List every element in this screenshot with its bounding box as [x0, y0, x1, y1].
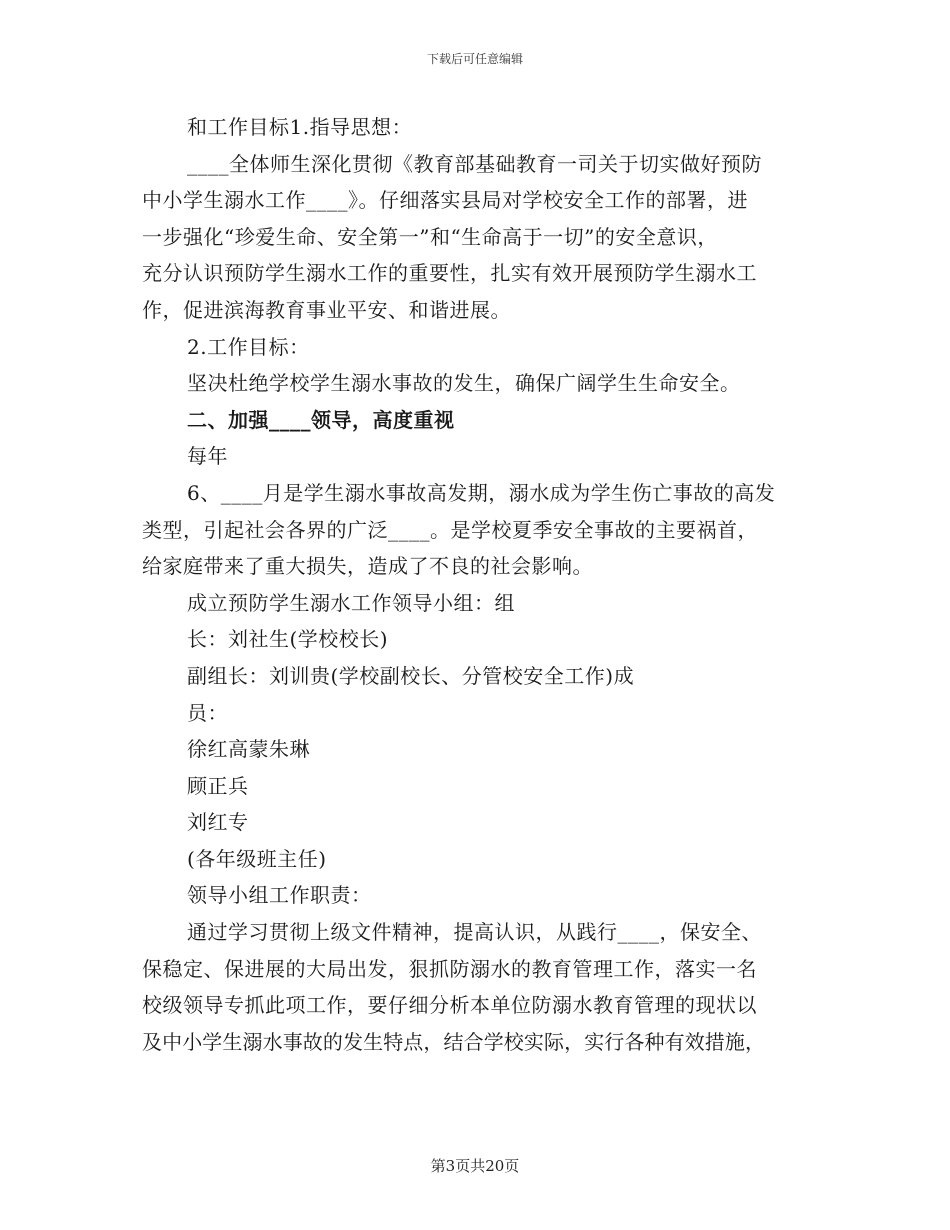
- text-line: 员：: [187, 700, 228, 725]
- text-line: 作，促进滨海教育事业平安、和谐进展。: [142, 297, 511, 322]
- text-line: 保稳定、保进展的大局出发，狠抓防溺水的教育管理工作，落实一名: [142, 956, 757, 981]
- text-line: 2.工作目标：: [187, 334, 310, 359]
- text-line: 顾正兵: [187, 773, 249, 798]
- text-line: 副组长：刘训贵(学校副校长、分管校安全工作)成: [187, 663, 635, 688]
- text-line: 坚决杜绝学校学生溺水事故的发生，确保广阔学生生命安全。: [187, 371, 741, 396]
- text-line: 和工作目标1.指导思想：: [187, 115, 413, 139]
- page-footer: 第3页共20页: [430, 1157, 520, 1175]
- text-line: ____全体师生深化贯彻《教育部基础教育一司关于切实做好预防: [187, 151, 762, 176]
- text-line: 及中小学生溺水事故的发生特点，结合学校实际，实行各种有效措施，: [142, 1029, 766, 1054]
- text-line: 类型，引起社会各界的广泛____。是学校夏季安全事故的主要祸首，: [142, 517, 758, 542]
- text-line: 领导小组工作职责：: [187, 883, 372, 908]
- text-line: 一步强化“珍爱生命、安全第一”和“生命高于一切”的安全意识，: [142, 224, 718, 249]
- text-line: 中小学生溺水工作____》。仔细落实县局对学校安全工作的部署，进: [142, 188, 748, 213]
- text-line: 通过学习贯彻上级文件精神，提高认识，从践行____，保安全、: [187, 920, 762, 945]
- text-line: 6、____月是学生溺水事故高发期，溺水成为学生伤亡事故的高发: [187, 480, 776, 505]
- text-line: 刘红专: [187, 810, 249, 835]
- text-line: 给家庭带来了重大损失，造成了不良的社会影响。: [142, 554, 593, 579]
- text-line: 充分认识预防学生溺水工作的重要性，扎实有效开展预防学生溺水工: [142, 261, 757, 286]
- text-line: 每年: [187, 444, 228, 469]
- page-header: 下载后可任意编辑: [426, 52, 523, 66]
- document-body: [142, 109, 810, 1060]
- text-line: 长：刘社生(学校校长): [187, 627, 389, 652]
- section-heading: 二、加强____领导，高度重视: [187, 407, 455, 432]
- text-line: (各年级班主任): [187, 846, 327, 871]
- text-line: 徐红高蒙朱琳: [187, 737, 310, 762]
- text-line: 成立预防学生溺水工作领导小组：组: [187, 590, 515, 615]
- text-line: 校级领导专抓此项工作，要仔细分析本单位防溺水教育管理的现状以: [142, 993, 757, 1018]
